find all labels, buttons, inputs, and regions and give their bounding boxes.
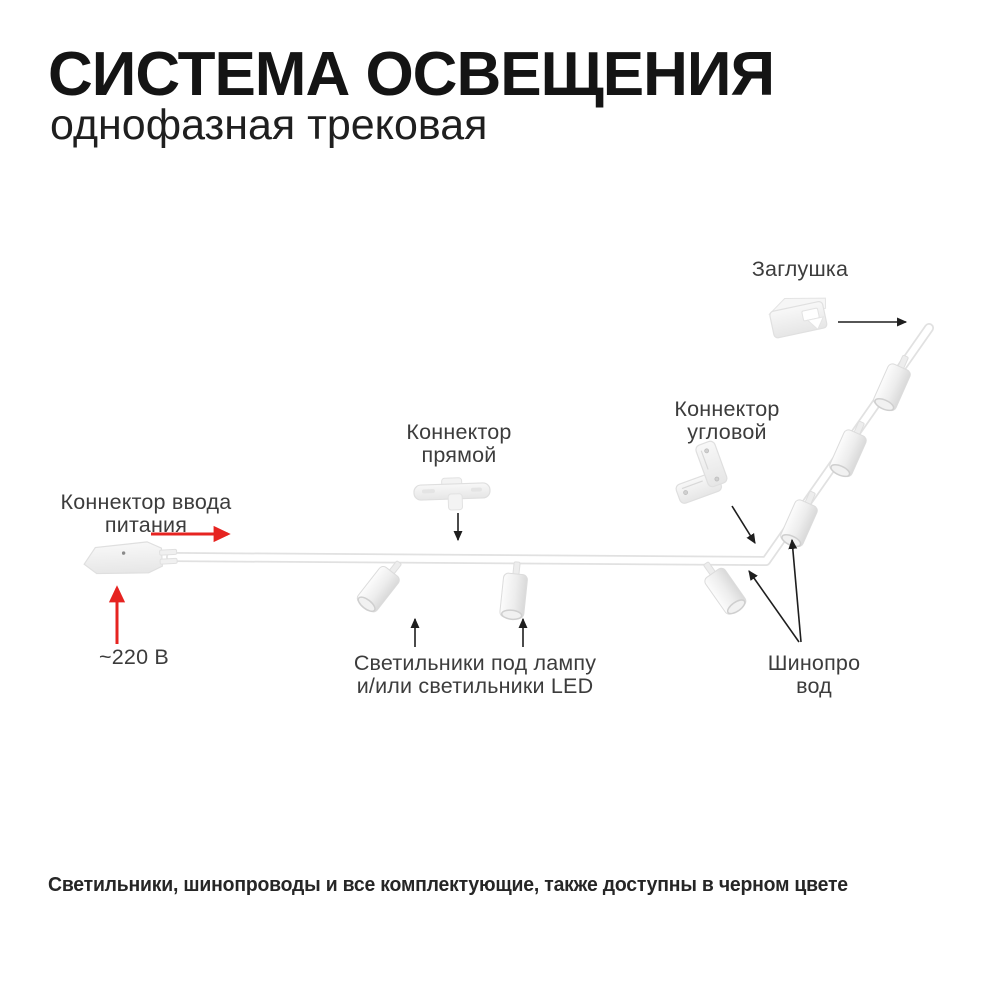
spotlight-1: [354, 555, 408, 615]
end-cap-component: [767, 290, 831, 338]
annotation-arrows: [415, 322, 906, 647]
label-line: Коннектор: [674, 397, 780, 421]
label-line: и/или светильники LED: [356, 674, 594, 698]
busbar-arrow-2: [792, 540, 801, 642]
page-title: СИСТЕМА ОСВЕЩЕНИЯ: [48, 40, 775, 109]
spotlight-2: [499, 561, 529, 621]
busbar-track: [171, 328, 929, 561]
label-corner-connector: [674, 398, 779, 444]
label-line: ~220 В: [99, 645, 169, 669]
label-line: Коннектор: [406, 420, 512, 444]
label-busbar: [768, 652, 861, 698]
power-input-connector-component: [83, 540, 177, 576]
label-voltage: [99, 646, 169, 669]
label-line: Заглушка: [751, 257, 849, 281]
label-line: угловой: [687, 420, 767, 444]
label-line: Коннектор ввода: [60, 490, 232, 514]
corner-connector-component: [664, 440, 730, 505]
page-subtitle: однофазная трековая: [50, 101, 488, 149]
busbar-arrow-1: [749, 571, 799, 642]
straight-connector-component: [414, 477, 491, 512]
label-line: питания: [104, 513, 188, 537]
label-end-cap: [752, 258, 848, 281]
footer-note: Светильники, шинопроводы и все комплектующие, также доступны в черном цвете: [48, 874, 848, 896]
label-straight-connector: [406, 421, 511, 467]
label-line: Шинопро: [767, 651, 861, 675]
label-line: Светильники под лампу: [353, 651, 597, 675]
label-power-input-connector: [61, 491, 232, 537]
label-line: вод: [796, 674, 832, 698]
corner-connector-arrow: [732, 506, 755, 543]
label-lamps: [354, 652, 596, 698]
label-line: прямой: [421, 443, 497, 467]
